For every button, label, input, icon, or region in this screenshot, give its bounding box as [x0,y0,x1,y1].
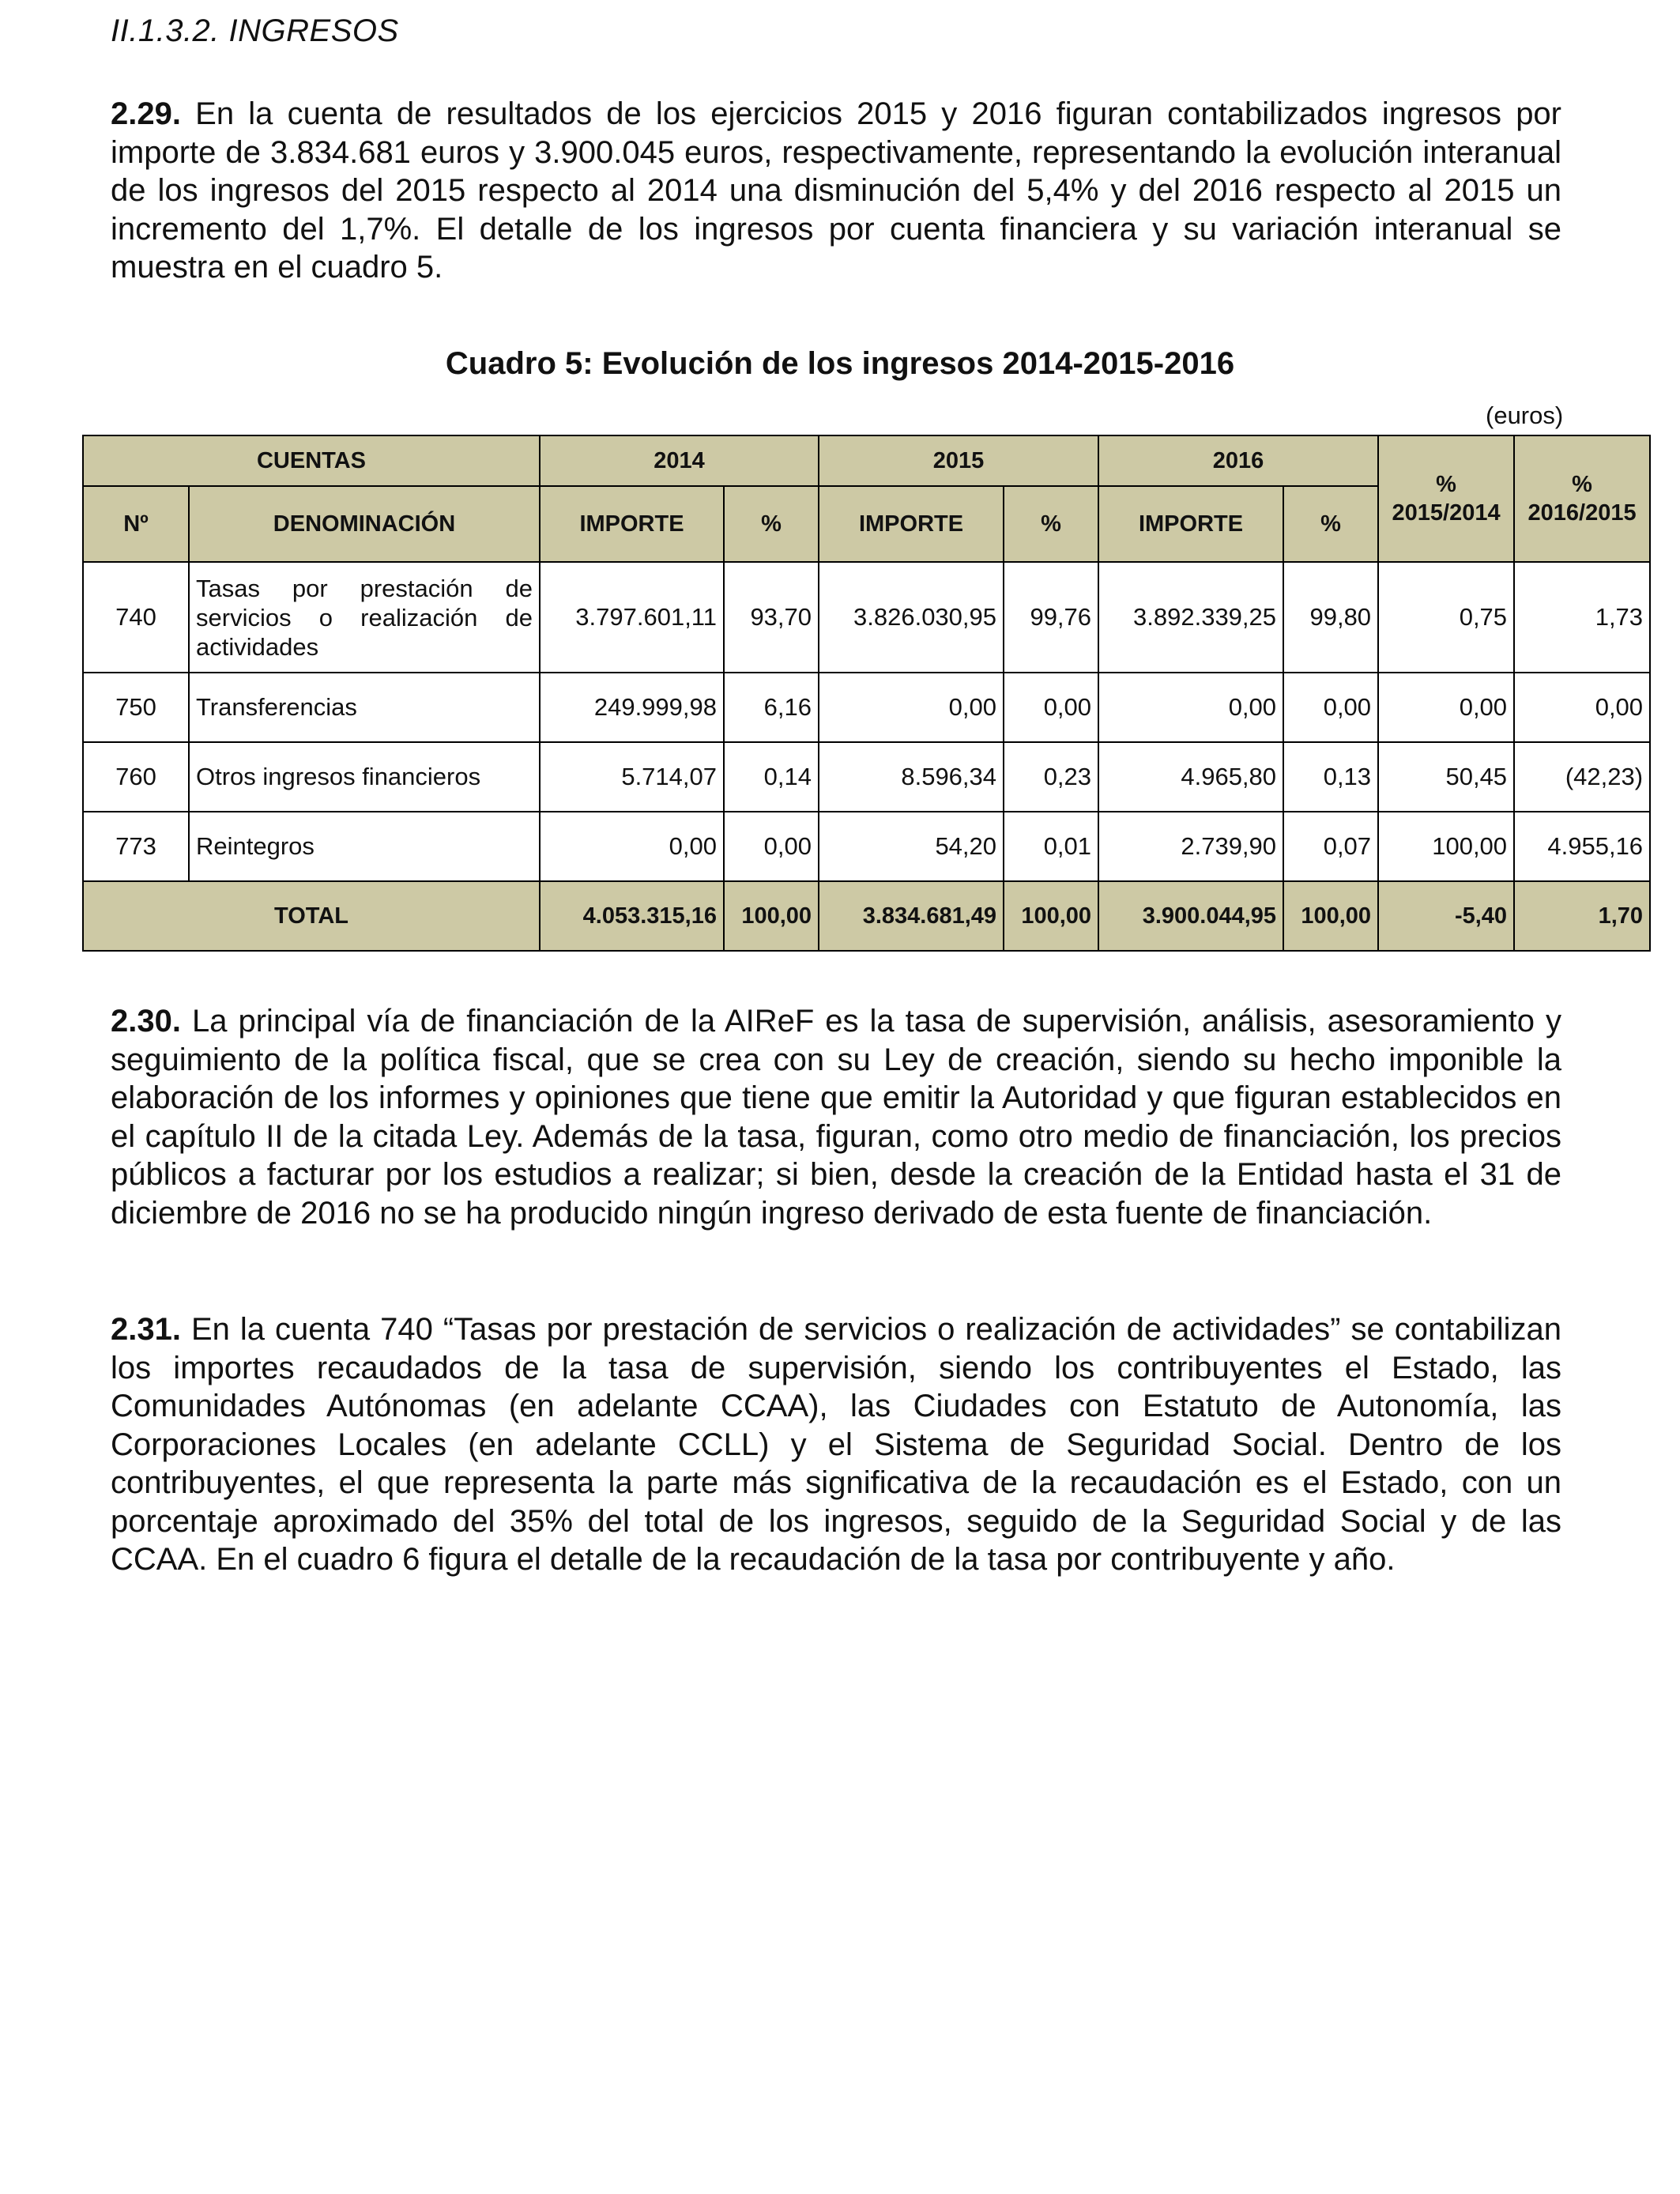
total-label: TOTAL [83,881,540,951]
cell-name: Reintegros [189,812,540,881]
total-var-2016-2015: 1,70 [1514,881,1650,951]
total-importe-2015: 3.834.681,49 [819,881,1004,951]
cell-name: Transferencias [189,673,540,742]
paragraph-text: En la cuenta 740 “Tasas por prestación de servicios o realización de actividades” se contabilizan los importes recaudados de la tasa de supervisión, siendo los contribuyentes el Estado, las Comunidades Autónomas (en adelante CCAA), las Ciudades con Estatuto de Autonomía, las Corporaciones Locales (en adelante CCLL) y el Sistema de Seguridad Social. Dentro de los contribuyentes, el que representa la parte más significativa de la recaudación es el Estado, con un porcentaje aproximado del 35% del total de los ingresos, seguido de la Seguridad Social y de las CCAA. En el cuadro 6 figura el detalle de la recaudación de la tasa por contribuyente y año. [111,1312,1561,1577]
header-pct-2016: % [1283,486,1378,562]
table-row [83,673,1650,742]
cell-pct-2015: 0,01 [1004,812,1098,881]
cell-name: Otros ingresos financieros [189,742,540,812]
header-importe-2014: IMPORTE [540,486,724,562]
cell-importe-2014: 249.999,98 [540,673,724,742]
table-row [83,812,1650,881]
header-var-2015-2014: % 2015/2014 [1378,435,1514,562]
total-pct-2014: 100,00 [724,881,819,951]
paragraph-text: En la cuenta de resultados de los ejercicios 2015 y 2016 figuran contabilizados ingresos por importe de 3.834.681 euros y 3.900.045 euros, respectivamente, representando la evolución interanual de los ingresos del 2015 respecto al 2014 una disminución del 5,4% y del 2016 respecto al 2015 un incremento del 1,7%. El detalle de los ingresos por cuenta financiera y su variación interanual se muestra en el cuadro 5. [111,96,1561,285]
table-units: (euros) [1486,401,1564,429]
cell-var-2015-2014: 0,00 [1378,673,1514,742]
cell-pct-2014: 6,16 [724,673,819,742]
cell-var-2015-2014: 50,45 [1378,742,1514,812]
total-pct-2015: 100,00 [1004,881,1098,951]
paragraph-number: 2.29. [111,96,181,131]
cell-importe-2016: 0,00 [1098,673,1283,742]
section-heading: II.1.3.2. INGRESOS [111,13,399,48]
cell-var-2016-2015: (42,23) [1514,742,1650,812]
table-row [83,562,1650,673]
total-var-2015-2014: -5,40 [1378,881,1514,951]
paragraph-2-30 [111,1002,1561,1232]
paragraph-number: 2.31. [111,1312,181,1347]
cell-pct-2016: 99,80 [1283,562,1378,673]
income-table [82,435,1651,952]
table-title: Cuadro 5: Evolución de los ingresos 2014-2015-2016 [445,346,1235,381]
cell-pct-2016: 0,13 [1283,742,1378,812]
cell-code: 740 [83,562,189,673]
cell-importe-2015: 0,00 [819,673,1004,742]
table-row [83,742,1650,812]
total-importe-2016: 3.900.044,95 [1098,881,1283,951]
cell-var-2015-2014: 100,00 [1378,812,1514,881]
header-no: Nº [83,486,189,562]
header-cuentas: CUENTAS [83,435,540,486]
header-denominacion: DENOMINACIÓN [189,486,540,562]
cell-importe-2016: 3.892.339,25 [1098,562,1283,673]
header-importe-2015: IMPORTE [819,486,1004,562]
header-2016: 2016 [1098,435,1378,486]
cell-pct-2015: 99,76 [1004,562,1098,673]
header-pct-2014: % [724,486,819,562]
cell-code: 760 [83,742,189,812]
cell-name: Tasas por prestación de servicios o realización de actividades [189,562,540,673]
total-importe-2014: 4.053.315,16 [540,881,724,951]
table-total-row [83,881,1650,951]
table-header-row-1 [83,435,1650,486]
cell-importe-2015: 54,20 [819,812,1004,881]
cell-var-2016-2015: 4.955,16 [1514,812,1650,881]
header-var-2016-2015: % 2016/2015 [1514,435,1650,562]
cell-importe-2016: 4.965,80 [1098,742,1283,812]
cell-importe-2014: 3.797.601,11 [540,562,724,673]
paragraph-text: La principal vía de financiación de la AIReF es la tasa de supervisión, análisis, asesoramiento y seguimiento de la política fiscal, que se crea con su Ley de creación, siendo su hecho imponible la elaboración de los informes y opiniones que tiene que emitir la Autoridad y que figuran establecidos en el capítulo II de la citada Ley. Además de la tasa, figuran, como otro medio de financiación, los precios públicos a facturar por los estudios a realizar; si bien, desde la creación de la Entidad hasta el 31 de diciembre de 2016 no se ha producido ningún ingreso derivado de esta fuente de financiación. [111,1004,1561,1231]
header-2014: 2014 [540,435,819,486]
cell-pct-2016: 0,00 [1283,673,1378,742]
paragraph-2-29 [111,95,1561,287]
paragraph-2-31 [111,1310,1561,1579]
cell-pct-2014: 0,14 [724,742,819,812]
cell-var-2016-2015: 0,00 [1514,673,1650,742]
cell-pct-2015: 0,00 [1004,673,1098,742]
header-importe-2016: IMPORTE [1098,486,1283,562]
cell-var-2015-2014: 0,75 [1378,562,1514,673]
cell-importe-2014: 5.714,07 [540,742,724,812]
cell-importe-2016: 2.739,90 [1098,812,1283,881]
header-pct-2015: % [1004,486,1098,562]
cell-code: 773 [83,812,189,881]
cell-pct-2014: 0,00 [724,812,819,881]
cell-pct-2016: 0,07 [1283,812,1378,881]
cell-var-2016-2015: 1,73 [1514,562,1650,673]
cell-importe-2014: 0,00 [540,812,724,881]
total-pct-2016: 100,00 [1283,881,1378,951]
paragraph-number: 2.30. [111,1004,181,1039]
cell-pct-2014: 93,70 [724,562,819,673]
cell-pct-2015: 0,23 [1004,742,1098,812]
cell-importe-2015: 8.596,34 [819,742,1004,812]
header-2015: 2015 [819,435,1098,486]
cell-importe-2015: 3.826.030,95 [819,562,1004,673]
cell-code: 750 [83,673,189,742]
